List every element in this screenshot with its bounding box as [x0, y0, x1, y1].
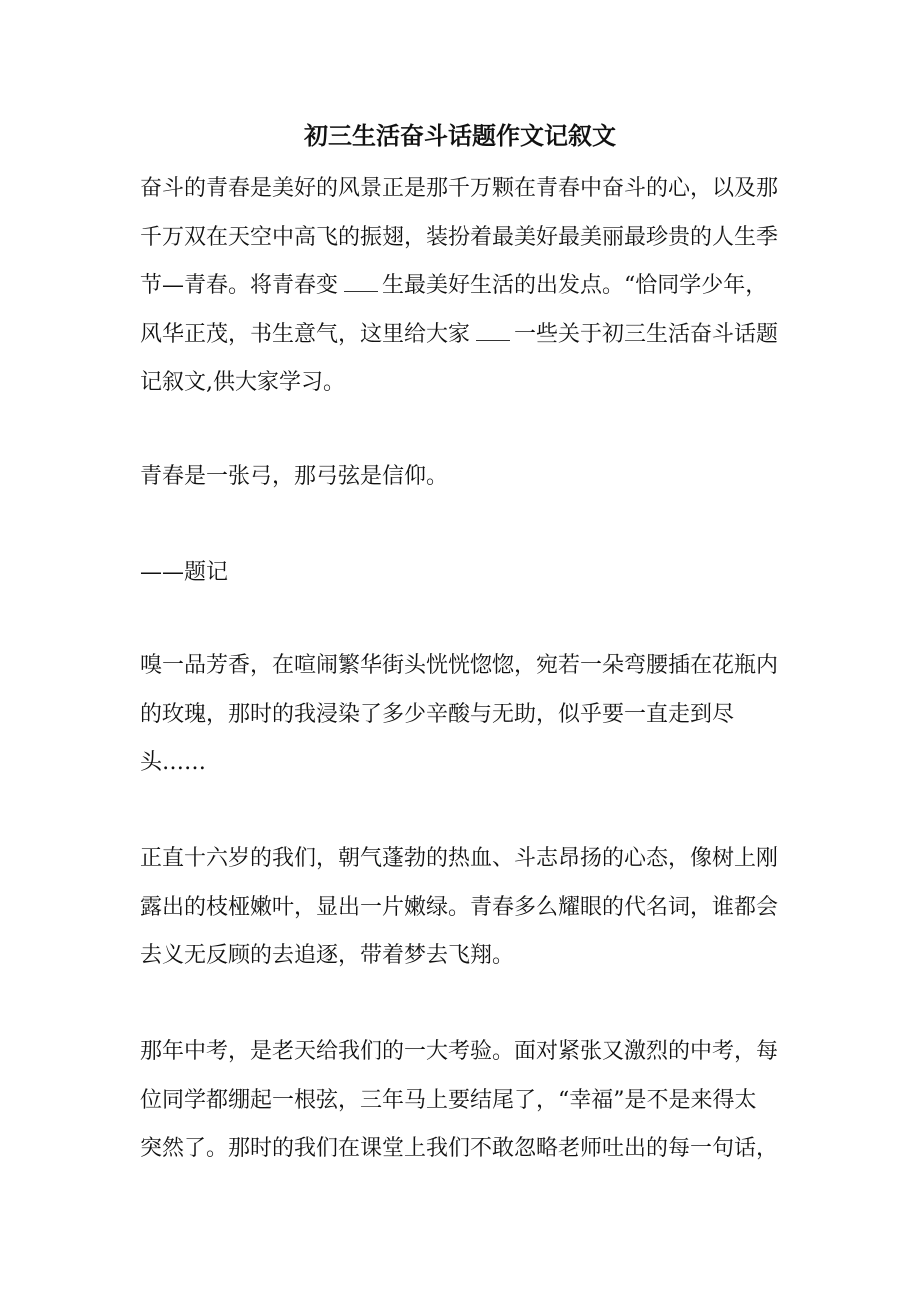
- text-line: 奋斗的青春是美好的风景正是那千万颗在青春中奋斗的心，以及那: [140, 176, 779, 201]
- text-line: ——题记: [140, 560, 229, 585]
- text-line: 那年中考，是老天给我们的一大考验。面对紧张又激烈的中考，每: [140, 1039, 779, 1064]
- paragraph-1: [140, 642, 780, 788]
- text-line: 头……: [140, 750, 207, 775]
- text-line: 千万双在天空中高飞的振翅，装扮着最美好最美丽最珍贵的人生季: [140, 224, 779, 250]
- text-line: [140, 311, 780, 360]
- text-line: 记叙文,供大家学习。: [140, 370, 345, 395]
- epigraph: [140, 453, 780, 502]
- text-line: 去义无反顾的去追逐，带着梦去飞翔。: [140, 943, 515, 968]
- text-segment: 一些关于初三生活奋斗话题: [514, 321, 779, 347]
- text-line: 的玫瑰，那时的我浸染了多少辛酸与无助，似乎要一直走到尽: [140, 701, 735, 727]
- paragraph-3: [140, 1028, 780, 1174]
- epigraph-source: [140, 549, 780, 598]
- text-line: 位同学都绷起一根弦，三年马上要结尾了，“幸福”是不是来得太: [140, 1087, 757, 1113]
- text-line: 青春是一张弓，那弓弦是信仰。: [140, 464, 449, 489]
- text-segment: 风华正茂，书生意气，这里给大家: [140, 321, 471, 347]
- paragraph-2: [140, 835, 780, 981]
- document-title: 初三生活奋斗话题作文记叙文: [304, 121, 616, 150]
- text-line: 突然了。那时的我们在课堂上我们不敢忽略老师吐出的每一句话，: [140, 1136, 779, 1161]
- text-segment: 节—青春。将青春变: [140, 273, 339, 298]
- text-line: 露出的枝桠嫩叶，显出一片嫩绿。青春多么耀眼的代名词，谁都会: [140, 894, 779, 920]
- text-segment: 生最美好生活的出发点。“恰同学少年，: [382, 273, 768, 298]
- intro-paragraph: [140, 165, 780, 408]
- blank-underline: [476, 322, 510, 341]
- text-line: 嗅一品芳香，在喧闹繁华街头恍恍惚惚，宛若一朵弯腰插在花瓶内: [140, 653, 779, 678]
- text-line: [140, 262, 780, 311]
- text-line: 正直十六岁的我们，朝气蓬勃的热血、斗志昂扬的心态，像树上刚: [140, 846, 779, 871]
- blank-underline: [344, 273, 378, 292]
